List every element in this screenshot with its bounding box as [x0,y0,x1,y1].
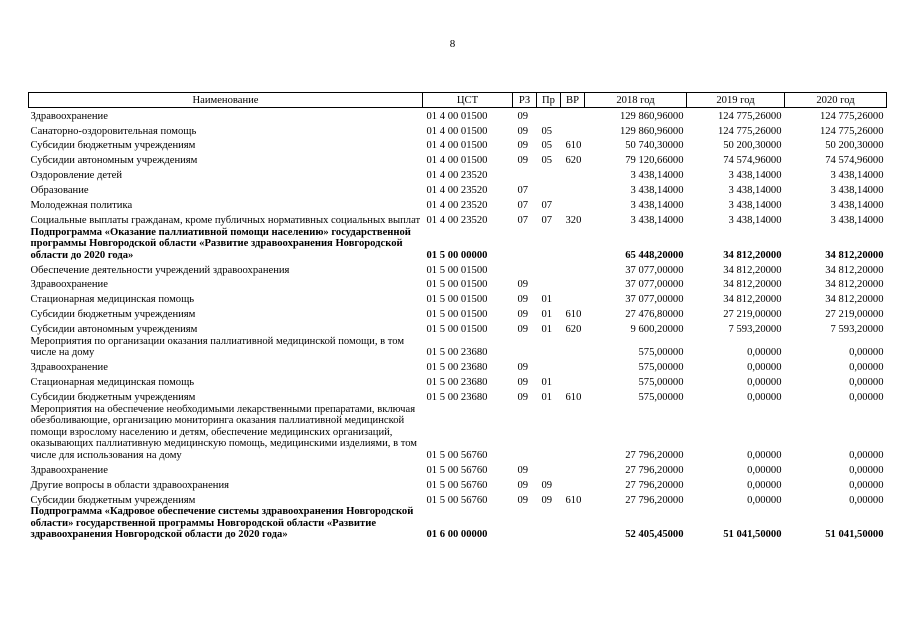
header-vr: ВР [561,93,585,108]
cell-rz: 09 [517,362,529,374]
cell-vr: 610 [565,309,582,321]
table-row [29,227,887,262]
cell-pr: 01 [541,294,553,306]
cell-vr [561,182,585,197]
cell-y2020: 3 438,14000 [830,200,884,212]
cell-name: Образование [30,185,89,197]
cell-pr [537,261,561,276]
page-number: 8 [449,38,456,50]
cell-rz: 09 [517,125,529,137]
cell-y2018: 37 077,00000 [625,279,684,291]
cell-cst: 01 5 00 01500 [426,309,488,321]
cell-cst: 01 4 00 01500 [426,155,488,167]
cell-y2018: 575,00000 [638,362,684,374]
table-row [29,374,887,389]
table-row [29,107,887,122]
cell-y2019: 34 812,20000 [723,294,782,306]
cell-y2019: 0,00000 [747,377,782,389]
table-row [29,336,887,359]
cell-cst: 01 5 00 56760 [426,449,488,461]
cell-rz: 09 [517,494,529,506]
cell-y2020: 124 775,26000 [819,110,884,122]
cell-y2020: 50 200,30000 [825,140,884,152]
cell-pr [537,404,561,462]
cell-y2019: 3 438,14000 [728,214,782,226]
cell-y2018: 3 438,14000 [630,185,684,197]
cell-pr [537,182,561,197]
cell-rz: 09 [517,279,529,291]
header-2018: 2018 год [585,93,687,108]
cell-y2020: 34 812,20000 [825,249,884,261]
cell-rz: 09 [517,140,529,152]
cell-name: Здравоохранение [30,464,108,476]
cell-rz [513,506,537,541]
cell-y2019: 7 593,20000 [728,324,782,336]
table-row [29,137,887,152]
cell-y2020: 51 041,50000 [825,529,884,541]
header-name: Наименование [29,93,423,108]
cell-pr: 05 [541,155,553,167]
cell-rz: 09 [517,110,529,122]
cell-name: Подпрограмма «Оказание паллиативной помощи населению» государственной программы Новгородской области «Развитие здравоохранения Новгородской области до 2020 года» [30,226,411,261]
cell-y2019: 34 812,20000 [723,249,782,261]
cell-cst: 01 4 00 23520 [426,200,488,212]
cell-cst: 01 5 00 56760 [426,494,488,506]
cell-pr: 09 [541,494,553,506]
cell-y2019: 50 200,30000 [723,140,782,152]
cell-y2019: 0,00000 [747,494,782,506]
table-row [29,462,887,477]
cell-name: Социальные выплаты гражданам, кроме публичных нормативных социальных выплат [30,214,421,226]
cell-cst: 01 6 00 00000 [426,529,488,541]
cell-y2020: 0,00000 [849,347,884,359]
cell-pr: 07 [541,200,553,212]
cell-y2020: 0,00000 [849,494,884,506]
cell-y2020: 0,00000 [849,464,884,476]
table-row [29,291,887,306]
cell-cst: 01 5 00 01500 [426,294,488,306]
cell-vr [561,167,585,182]
cell-name: Другие вопросы в области здравоохранения [30,479,229,491]
cell-vr [561,336,585,359]
cell-vr [561,291,585,306]
cell-pr [537,276,561,291]
cell-name: Стационарная медицинская помощь [30,294,195,306]
cell-pr: 05 [541,125,553,137]
cell-vr [561,107,585,122]
cell-cst: 01 5 00 56760 [426,479,488,491]
cell-y2019: 124 775,26000 [717,110,782,122]
cell-y2018: 129 860,96000 [619,125,684,137]
header-rz: РЗ [513,93,537,108]
cell-y2018: 575,00000 [638,392,684,404]
cell-rz: 09 [517,155,529,167]
table-row [29,491,887,506]
cell-name: Субсидии автономным учреждениям [30,324,198,336]
table-row [29,321,887,336]
table-row [29,182,887,197]
table-body [29,107,887,541]
cell-y2018: 27 796,20000 [625,479,684,491]
cell-rz: 09 [517,294,529,306]
cell-vr [561,122,585,137]
cell-y2020: 124 775,26000 [819,125,884,137]
table-row [29,359,887,374]
cell-y2019: 3 438,14000 [728,185,782,197]
cell-y2018: 79 120,66000 [625,155,684,167]
cell-vr [561,404,585,462]
cell-y2019: 34 812,20000 [723,279,782,291]
cell-y2020: 0,00000 [849,362,884,374]
cell-cst: 01 4 00 01500 [426,110,488,122]
cell-cst: 01 4 00 01500 [426,140,488,152]
cell-name: Мероприятия на обеспечение необходимыми лекарственными препаратами, включая обезболивающие, организацию мониторинга оказания паллиативной медицинской помощи взрослому населению и детям, обеспечение медицинских организаций, оказывающих паллиативную медицинскую помощь, медицинскими изделиями, в том числе для использования на дому [30,403,418,461]
cell-vr [561,374,585,389]
cell-y2018: 50 740,30000 [625,140,684,152]
cell-y2020: 0,00000 [849,377,884,389]
table-row [29,122,887,137]
cell-pr [537,107,561,122]
header-cst: ЦСТ [423,93,513,108]
cell-name: Подпрограмма «Кадровое обеспечение системы здравоохранения Новгородской области» государственной программы Новгородской области «Развитие здравоохранения Новгородской области до 2020 года» [30,506,414,541]
table-row [29,276,887,291]
cell-y2019: 51 041,50000 [723,529,782,541]
cell-cst: 01 5 00 00000 [426,249,488,261]
cell-y2019: 124 775,26000 [717,125,782,137]
cell-pr: 01 [541,309,553,321]
cell-name: Мероприятия по организации оказания паллиативной медицинской помощи, в том числе на дому [30,335,405,359]
cell-y2019: 0,00000 [747,449,782,461]
cell-cst: 01 4 00 23520 [426,170,488,182]
cell-y2018: 9 600,20000 [630,324,684,336]
cell-y2020: 0,00000 [849,392,884,404]
cell-cst: 01 5 00 01500 [426,264,488,276]
cell-pr: 07 [541,214,553,226]
cell-rz [513,227,537,262]
cell-y2019: 3 438,14000 [728,170,782,182]
table-row [29,261,887,276]
cell-y2019: 0,00000 [747,464,782,476]
table-row [29,197,887,212]
table-header-row [29,93,887,108]
cell-vr [561,476,585,491]
cell-name: Субсидии бюджетным учреждениям [30,392,196,404]
cell-y2018: 27 476,80000 [625,309,684,321]
cell-vr [561,227,585,262]
cell-name: Субсидии автономным учреждениям [30,155,198,167]
cell-pr: 01 [541,392,553,404]
cell-vr [561,506,585,541]
cell-vr: 620 [565,155,582,167]
cell-y2019: 74 574,96000 [723,155,782,167]
cell-y2020: 7 593,20000 [830,324,884,336]
header-2019: 2019 год [687,93,785,108]
cell-rz: 07 [517,200,529,212]
cell-rz [513,167,537,182]
cell-vr [561,462,585,477]
cell-y2020: 74 574,96000 [825,155,884,167]
cell-pr [537,227,561,262]
cell-y2020: 0,00000 [849,479,884,491]
table-row [29,167,887,182]
cell-cst: 01 5 00 01500 [426,279,488,291]
cell-pr [537,167,561,182]
cell-y2020: 0,00000 [849,449,884,461]
cell-cst: 01 5 00 01500 [426,324,488,336]
cell-vr: 620 [565,324,582,336]
cell-y2018: 3 438,14000 [630,200,684,212]
cell-pr: 09 [541,479,553,491]
cell-y2018: 27 796,20000 [625,449,684,461]
cell-rz: 09 [517,377,529,389]
cell-name: Обеспечение деятельности учреждений здравоохранения [30,264,290,276]
cell-name: Субсидии бюджетным учреждениям [30,140,196,152]
header-pr: Пр [537,93,561,108]
cell-y2018: 575,00000 [638,377,684,389]
cell-cst: 01 5 00 23680 [426,377,488,389]
budget-table [28,92,887,541]
cell-name: Санаторно-оздоровительная помощь [30,125,197,137]
cell-rz [513,404,537,462]
cell-y2018: 27 796,20000 [625,494,684,506]
table-row [29,152,887,167]
cell-rz: 09 [517,479,529,491]
cell-pr [537,359,561,374]
cell-y2020: 34 812,20000 [825,264,884,276]
cell-pr [537,506,561,541]
cell-y2019: 0,00000 [747,347,782,359]
table-row [29,506,887,541]
cell-rz: 09 [517,309,529,321]
header-2020: 2020 год [785,93,887,108]
cell-vr [561,359,585,374]
cell-y2020: 27 219,00000 [825,309,884,321]
cell-rz [513,336,537,359]
cell-rz: 09 [517,392,529,404]
cell-vr: 610 [565,392,582,404]
cell-pr [537,462,561,477]
table-row [29,306,887,321]
table-row [29,389,887,404]
cell-rz: 07 [517,214,529,226]
cell-y2018: 37 077,00000 [625,264,684,276]
cell-pr: 01 [541,377,553,389]
cell-y2018: 52 405,45000 [625,529,684,541]
cell-vr [561,276,585,291]
cell-pr [537,336,561,359]
cell-y2019: 0,00000 [747,479,782,491]
cell-pr: 01 [541,324,553,336]
cell-name: Стационарная медицинская помощь [30,377,195,389]
cell-y2018: 65 448,20000 [625,249,684,261]
cell-name: Здравоохранение [30,362,108,374]
cell-vr: 320 [565,214,582,226]
cell-y2019: 34 812,20000 [723,264,782,276]
cell-y2018: 129 860,96000 [619,110,684,122]
cell-name: Субсидии бюджетным учреждениям [30,309,196,321]
cell-cst: 01 4 00 23520 [426,185,488,197]
cell-y2018: 3 438,14000 [630,170,684,182]
cell-rz [513,261,537,276]
cell-vr [561,197,585,212]
cell-cst: 01 5 00 23680 [426,392,488,404]
cell-name: Здравоохранение [30,110,108,122]
cell-y2018: 575,00000 [638,347,684,359]
cell-rz: 09 [517,464,529,476]
cell-name: Молодежная политика [30,200,133,212]
cell-vr: 610 [565,140,582,152]
cell-rz: 09 [517,324,529,336]
cell-vr [561,261,585,276]
cell-y2018: 3 438,14000 [630,214,684,226]
cell-y2018: 37 077,00000 [625,294,684,306]
cell-name: Здравоохранение [30,279,108,291]
table-row [29,404,887,462]
cell-y2019: 27 219,00000 [723,309,782,321]
cell-name: Оздоровление детей [30,170,123,182]
cell-rz: 07 [517,185,529,197]
cell-cst: 01 4 00 01500 [426,125,488,137]
table-row [29,212,887,227]
table-row [29,476,887,491]
cell-y2019: 0,00000 [747,362,782,374]
cell-y2020: 34 812,20000 [825,279,884,291]
cell-cst: 01 5 00 56760 [426,464,488,476]
cell-cst: 01 5 00 23680 [426,362,488,374]
cell-y2019: 3 438,14000 [728,200,782,212]
cell-vr: 610 [565,494,582,506]
cell-y2018: 27 796,20000 [625,464,684,476]
cell-y2019: 0,00000 [747,392,782,404]
cell-cst: 01 4 00 23520 [426,214,488,226]
cell-cst: 01 5 00 23680 [426,347,488,359]
cell-name: Субсидии бюджетным учреждениям [30,494,196,506]
cell-y2020: 34 812,20000 [825,294,884,306]
cell-y2020: 3 438,14000 [830,214,884,226]
cell-pr: 05 [541,140,553,152]
cell-y2020: 3 438,14000 [830,185,884,197]
cell-y2020: 3 438,14000 [830,170,884,182]
